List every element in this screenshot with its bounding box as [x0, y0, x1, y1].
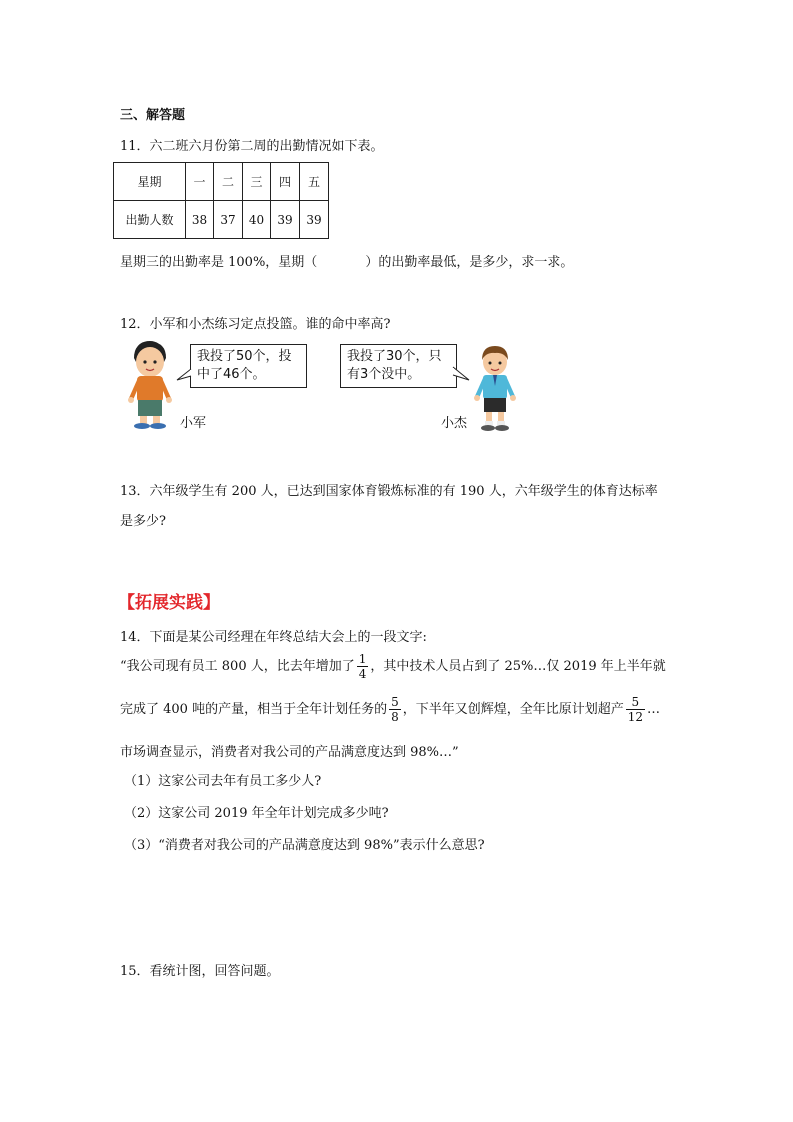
- fraction-numerator: 5: [391, 695, 399, 709]
- q14-stem: 14．下面是某公司经理在年终总结大会上的一段文字:: [120, 630, 427, 645]
- q11-followup-b: ）的出勤率最低，是多少，求一求。: [365, 255, 574, 270]
- table-cell: 40: [243, 201, 271, 239]
- table-cell: 39: [271, 201, 300, 239]
- q13-line1: 13．六年级学生有 200 人，已达到国家体育锻炼标准的有 190 人，六年级学生的体育达标率: [120, 484, 658, 499]
- table-cell: 二: [214, 163, 243, 201]
- q13-line2: 是多少?: [120, 514, 166, 529]
- table-row: [114, 201, 329, 239]
- q14-subquestion-3: （3）“消费者对我公司的产品满意度达到 98%”表示什么意思?: [124, 838, 485, 853]
- speech-tail-icon: [176, 368, 192, 384]
- q14-paragraph-line1: [120, 652, 666, 682]
- q11-followup-a: 星期三的出勤率是 100%，星期（: [120, 255, 318, 270]
- boy-xiaojun-illustration: [120, 338, 180, 430]
- extension-heading: 【拓展实践】: [118, 593, 220, 613]
- table-cell: 一: [186, 163, 214, 201]
- fraction-denominator: 8: [391, 710, 399, 724]
- q14-text: ，下半年又创辉煌，全年比原计划超产: [402, 702, 624, 717]
- q14-text: ，其中技术人员占到了 25%…仅 2019 年上半年就: [370, 659, 666, 674]
- fraction-1-4: [357, 652, 369, 681]
- table-cell: 出勤人数: [114, 201, 186, 239]
- table-cell: 38: [186, 201, 214, 239]
- attendance-table: [113, 162, 329, 239]
- xiaojie-name-label: 小杰: [441, 416, 468, 431]
- q11-followup: [120, 251, 573, 270]
- xiaojun-name-label: 小军: [180, 416, 207, 431]
- q14-subquestion-2: （2）这家公司 2019 年全年计划完成多少吨?: [124, 806, 389, 821]
- xiaojie-speech-bubble: 我投了30个，只有3个没中。: [340, 344, 457, 388]
- q14-paragraph-line2: [120, 695, 660, 725]
- fraction-denominator: 12: [627, 710, 644, 724]
- boy-xiaojie-illustration: [468, 342, 522, 432]
- section-heading: 三、解答题: [120, 108, 186, 123]
- q14-text: 完成了 400 吨的产量，相当于全年计划任务的: [120, 702, 388, 717]
- q14-paragraph-line3: 市场调查显示，消费者对我公司的产品满意度达到 98%…”: [120, 745, 459, 760]
- fraction-5-12: [626, 695, 645, 724]
- q11-stem: 11．六二班六月份第二周的出勤情况如下表。: [120, 139, 384, 154]
- table-cell: 三: [243, 163, 271, 201]
- q12-stem: 12．小军和小杰练习定点投篮。谁的命中率高?: [120, 317, 391, 332]
- table-cell: 四: [271, 163, 300, 201]
- q14-text: “我公司现有员工 800 人，比去年增加了: [120, 659, 355, 674]
- xiaojun-speech-bubble: 我投了50个，投中了46个。: [190, 344, 307, 388]
- fraction-denominator: 4: [358, 667, 367, 681]
- fraction-numerator: 5: [626, 695, 645, 710]
- table-row: [114, 163, 329, 201]
- table-cell: 37: [214, 201, 243, 239]
- fraction-numerator: 1: [358, 652, 367, 666]
- fraction-5-8: [389, 695, 401, 724]
- q14-subquestion-1: （1）这家公司去年有员工多少人?: [124, 774, 322, 789]
- table-cell: 39: [300, 201, 329, 239]
- q14-text: …: [647, 702, 661, 717]
- q15-stem: 15．看统计图，回答问题。: [120, 964, 280, 979]
- table-cell: 五: [300, 163, 329, 201]
- table-cell: 星期: [114, 163, 186, 201]
